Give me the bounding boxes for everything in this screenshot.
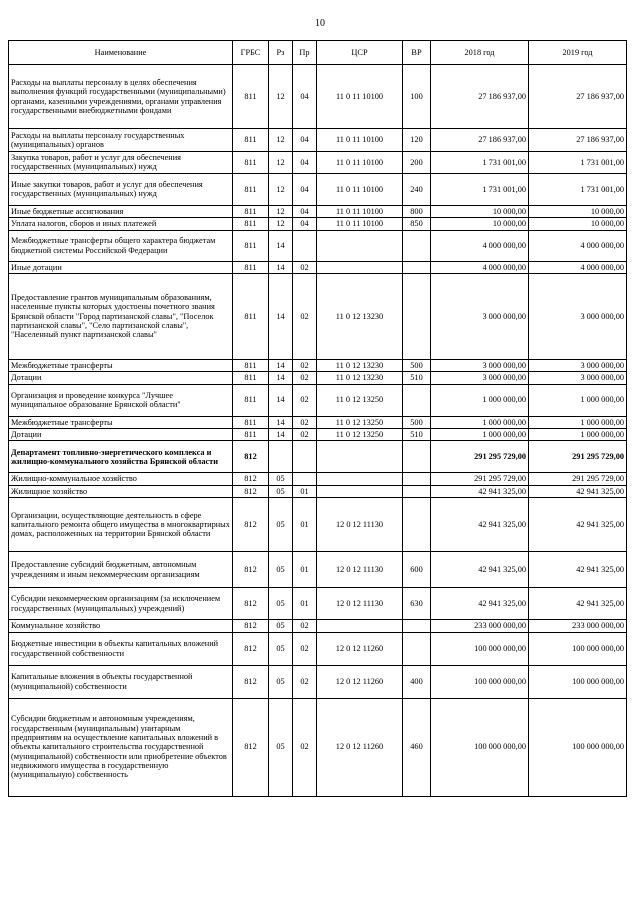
cell-vr: 240 xyxy=(403,173,431,205)
cell-rz: 12 xyxy=(269,205,293,217)
cell-pr: 02 xyxy=(293,273,317,359)
cell-pr xyxy=(293,473,317,485)
cell-2019: 4 000 000,00 xyxy=(529,230,627,261)
table-row xyxy=(9,273,627,359)
cell-grbs: 812 xyxy=(233,498,269,552)
cell-rz: 05 xyxy=(269,698,293,796)
cell-2018: 1 000 000,00 xyxy=(431,384,529,416)
cell-pr: 02 xyxy=(293,632,317,665)
cell-grbs: 811 xyxy=(233,152,269,174)
cell-vr xyxy=(403,498,431,552)
cell-rz: 14 xyxy=(269,416,293,428)
cell-name: Закупка товаров, работ и услуг для обеспечения государственных (муниципальных) нужд xyxy=(9,152,233,174)
cell-csr: 11 0 11 10100 xyxy=(317,205,403,217)
cell-grbs: 812 xyxy=(233,485,269,497)
cell-2018: 1 000 000,00 xyxy=(431,429,529,441)
table-row xyxy=(9,429,627,441)
cell-pr: 04 xyxy=(293,152,317,174)
cell-rz: 05 xyxy=(269,485,293,497)
cell-2019: 42 941 325,00 xyxy=(529,498,627,552)
cell-csr xyxy=(317,261,403,273)
cell-2018: 100 000 000,00 xyxy=(431,665,529,698)
cell-rz: 14 xyxy=(269,273,293,359)
cell-2018: 100 000 000,00 xyxy=(431,698,529,796)
cell-rz: 05 xyxy=(269,632,293,665)
cell-vr xyxy=(403,384,431,416)
cell-2019: 4 000 000,00 xyxy=(529,261,627,273)
table-row xyxy=(9,485,627,497)
cell-pr xyxy=(293,230,317,261)
cell-csr: 12 0 12 11130 xyxy=(317,552,403,588)
cell-2018: 291 295 729,00 xyxy=(431,441,529,473)
cell-csr: 11 0 12 13230 xyxy=(317,359,403,371)
cell-rz: 05 xyxy=(269,473,293,485)
cell-name: Предоставление грантов муниципальным образованиям, населенные пункты которых удостоены почетного звания Брянской области "Город партизанской славы", "Поселок партизанской славы", "Село партизанской славы", "Населенный пункт партизанской славы" xyxy=(9,273,233,359)
cell-grbs: 811 xyxy=(233,65,269,129)
cell-vr: 510 xyxy=(403,372,431,384)
table-row xyxy=(9,152,627,174)
cell-grbs: 812 xyxy=(233,588,269,620)
cell-vr: 500 xyxy=(403,416,431,428)
cell-grbs: 811 xyxy=(233,429,269,441)
cell-pr: 02 xyxy=(293,665,317,698)
cell-2019: 1 000 000,00 xyxy=(529,384,627,416)
cell-grbs: 812 xyxy=(233,665,269,698)
cell-name: Капитальные вложения в объекты государственной (муниципальной) собственности xyxy=(9,665,233,698)
table-header-row xyxy=(9,41,627,65)
header-name: Наименование xyxy=(9,41,233,65)
table-row xyxy=(9,498,627,552)
cell-csr: 12 0 12 11260 xyxy=(317,665,403,698)
cell-2019: 42 941 325,00 xyxy=(529,588,627,620)
cell-pr: 04 xyxy=(293,218,317,230)
table-row xyxy=(9,632,627,665)
cell-2018: 10 000,00 xyxy=(431,218,529,230)
cell-2019: 10 000,00 xyxy=(529,205,627,217)
header-2019: 2019 год xyxy=(529,41,627,65)
cell-vr: 630 xyxy=(403,588,431,620)
cell-csr: 12 0 12 11130 xyxy=(317,498,403,552)
cell-grbs: 811 xyxy=(233,359,269,371)
cell-name: Коммунальное хозяйство xyxy=(9,620,233,632)
table-row xyxy=(9,218,627,230)
cell-pr: 04 xyxy=(293,65,317,129)
cell-name: Жилищно-коммунальное хозяйство xyxy=(9,473,233,485)
cell-rz xyxy=(269,441,293,473)
cell-2019: 233 000 000,00 xyxy=(529,620,627,632)
cell-rz: 05 xyxy=(269,552,293,588)
cell-grbs: 811 xyxy=(233,173,269,205)
cell-pr: 02 xyxy=(293,620,317,632)
cell-grbs: 811 xyxy=(233,230,269,261)
cell-grbs: 811 xyxy=(233,384,269,416)
cell-grbs: 811 xyxy=(233,261,269,273)
cell-grbs: 812 xyxy=(233,473,269,485)
cell-2018: 3 000 000,00 xyxy=(431,372,529,384)
cell-2019: 1 731 001,00 xyxy=(529,173,627,205)
cell-csr xyxy=(317,230,403,261)
cell-name: Субсидии некоммерческим организациям (за исключением государственных (муниципальных) учреждений) xyxy=(9,588,233,620)
table-row xyxy=(9,205,627,217)
cell-name: Межбюджетные трансферты общего характера бюджетам бюджетной системы Российской Федерации xyxy=(9,230,233,261)
cell-csr: 11 0 11 10100 xyxy=(317,218,403,230)
cell-csr: 11 0 11 10100 xyxy=(317,129,403,152)
cell-csr xyxy=(317,441,403,473)
cell-vr xyxy=(403,441,431,473)
cell-rz: 12 xyxy=(269,65,293,129)
cell-2018: 27 186 937,00 xyxy=(431,65,529,129)
cell-2018: 42 941 325,00 xyxy=(431,498,529,552)
cell-2018: 4 000 000,00 xyxy=(431,230,529,261)
header-grbs: ГРБС xyxy=(233,41,269,65)
cell-pr: 02 xyxy=(293,416,317,428)
cell-rz: 05 xyxy=(269,620,293,632)
cell-2019: 3 000 000,00 xyxy=(529,359,627,371)
cell-grbs: 811 xyxy=(233,218,269,230)
cell-2018: 42 941 325,00 xyxy=(431,588,529,620)
cell-grbs: 812 xyxy=(233,698,269,796)
cell-name: Расходы на выплаты персоналу в целях обеспечения выполнения функций государственными (муниципальными) органами, казенными учреждениями, органами управления государственными внебюджетными фондами xyxy=(9,65,233,129)
cell-vr xyxy=(403,261,431,273)
cell-csr xyxy=(317,473,403,485)
cell-2019: 100 000 000,00 xyxy=(529,665,627,698)
cell-grbs: 812 xyxy=(233,632,269,665)
cell-2018: 1 000 000,00 xyxy=(431,416,529,428)
cell-csr: 12 0 12 11130 xyxy=(317,588,403,620)
cell-csr: 11 0 12 13250 xyxy=(317,416,403,428)
table-row xyxy=(9,173,627,205)
cell-2019: 1 000 000,00 xyxy=(529,429,627,441)
table-row xyxy=(9,359,627,371)
cell-2019: 3 000 000,00 xyxy=(529,372,627,384)
cell-name: Межбюджетные трансферты xyxy=(9,416,233,428)
table-row xyxy=(9,698,627,796)
cell-pr: 04 xyxy=(293,205,317,217)
cell-vr xyxy=(403,632,431,665)
cell-2018: 10 000,00 xyxy=(431,205,529,217)
cell-name: Дотации xyxy=(9,429,233,441)
budget-table xyxy=(8,40,627,797)
cell-pr: 02 xyxy=(293,429,317,441)
cell-name: Межбюджетные трансферты xyxy=(9,359,233,371)
cell-vr: 800 xyxy=(403,205,431,217)
cell-name: Иные дотации xyxy=(9,261,233,273)
table-row xyxy=(9,65,627,129)
cell-2018: 291 295 729,00 xyxy=(431,473,529,485)
cell-vr: 120 xyxy=(403,129,431,152)
cell-2018: 3 000 000,00 xyxy=(431,273,529,359)
cell-2018: 233 000 000,00 xyxy=(431,620,529,632)
cell-2018: 42 941 325,00 xyxy=(431,552,529,588)
cell-vr xyxy=(403,230,431,261)
cell-pr: 02 xyxy=(293,261,317,273)
cell-2019: 1 000 000,00 xyxy=(529,416,627,428)
table-row xyxy=(9,620,627,632)
table-body xyxy=(9,65,627,797)
cell-rz: 05 xyxy=(269,498,293,552)
cell-csr: 11 0 12 13250 xyxy=(317,429,403,441)
header-vr: ВР xyxy=(403,41,431,65)
cell-csr: 11 0 12 13230 xyxy=(317,273,403,359)
header-rz: Рз xyxy=(269,41,293,65)
header-2018: 2018 год xyxy=(431,41,529,65)
cell-rz: 12 xyxy=(269,129,293,152)
cell-pr: 02 xyxy=(293,359,317,371)
cell-csr: 11 0 11 10100 xyxy=(317,152,403,174)
cell-name: Субсидии бюджетным и автономным учреждениям, государственным (муниципальным) унитарным предприятиям на осуществление капитальных вложений в объекты капитального строительства государственной (муниципальной) собственности или приобретение объектов недвижимого имущества в государственную (муниципальную) собственность xyxy=(9,698,233,796)
cell-csr: 11 0 11 10100 xyxy=(317,65,403,129)
cell-grbs: 812 xyxy=(233,441,269,473)
table-row xyxy=(9,473,627,485)
cell-2019: 100 000 000,00 xyxy=(529,698,627,796)
cell-csr: 11 0 12 13250 xyxy=(317,384,403,416)
cell-name: Уплата налогов, сборов и иных платежей xyxy=(9,218,233,230)
cell-2019: 27 186 937,00 xyxy=(529,65,627,129)
cell-csr xyxy=(317,620,403,632)
cell-rz: 12 xyxy=(269,173,293,205)
cell-csr: 12 0 12 11260 xyxy=(317,632,403,665)
header-pr: Пр xyxy=(293,41,317,65)
cell-grbs: 811 xyxy=(233,372,269,384)
table-row xyxy=(9,230,627,261)
cell-vr: 510 xyxy=(403,429,431,441)
table-row xyxy=(9,129,627,152)
cell-rz: 14 xyxy=(269,429,293,441)
cell-vr xyxy=(403,273,431,359)
cell-pr: 02 xyxy=(293,698,317,796)
cell-name: Иные закупки товаров, работ и услуг для обеспечения государственных (муниципальных) нужд xyxy=(9,173,233,205)
cell-rz: 05 xyxy=(269,588,293,620)
cell-vr xyxy=(403,473,431,485)
cell-grbs: 811 xyxy=(233,416,269,428)
cell-name: Организации, осуществляющие деятельность в сфере капитального ремонта общего имущества в многоквартирных домах, расположенных на территории Брянской области xyxy=(9,498,233,552)
cell-2019: 10 000,00 xyxy=(529,218,627,230)
cell-vr: 100 xyxy=(403,65,431,129)
cell-rz: 05 xyxy=(269,665,293,698)
cell-vr xyxy=(403,620,431,632)
cell-pr xyxy=(293,441,317,473)
cell-csr: 11 0 11 10100 xyxy=(317,173,403,205)
cell-2018: 3 000 000,00 xyxy=(431,359,529,371)
cell-2018: 100 000 000,00 xyxy=(431,632,529,665)
cell-rz: 14 xyxy=(269,372,293,384)
table-row xyxy=(9,261,627,273)
cell-rz: 12 xyxy=(269,152,293,174)
cell-pr: 02 xyxy=(293,384,317,416)
table-row xyxy=(9,552,627,588)
table-row xyxy=(9,441,627,473)
cell-2019: 3 000 000,00 xyxy=(529,273,627,359)
cell-2019: 42 941 325,00 xyxy=(529,552,627,588)
cell-csr xyxy=(317,485,403,497)
cell-grbs: 811 xyxy=(233,205,269,217)
cell-name: Департамент топливно-энергетического комплекса и жилищно-коммунального хозяйства Брянской области xyxy=(9,441,233,473)
cell-rz: 14 xyxy=(269,359,293,371)
cell-name: Жилищное хозяйство xyxy=(9,485,233,497)
cell-name: Дотации xyxy=(9,372,233,384)
table-row xyxy=(9,588,627,620)
cell-vr: 500 xyxy=(403,359,431,371)
cell-rz: 14 xyxy=(269,230,293,261)
cell-2018: 1 731 001,00 xyxy=(431,173,529,205)
cell-vr: 400 xyxy=(403,665,431,698)
cell-name: Расходы на выплаты персоналу государственных (муниципальных) органов xyxy=(9,129,233,152)
cell-2019: 100 000 000,00 xyxy=(529,632,627,665)
page-number: 10 xyxy=(315,18,325,29)
cell-grbs: 812 xyxy=(233,620,269,632)
cell-2018: 4 000 000,00 xyxy=(431,261,529,273)
cell-2018: 27 186 937,00 xyxy=(431,129,529,152)
table-row xyxy=(9,416,627,428)
cell-pr: 01 xyxy=(293,552,317,588)
cell-pr: 04 xyxy=(293,173,317,205)
cell-2019: 1 731 001,00 xyxy=(529,152,627,174)
cell-2019: 291 295 729,00 xyxy=(529,441,627,473)
cell-vr: 460 xyxy=(403,698,431,796)
cell-rz: 12 xyxy=(269,218,293,230)
header-csr: ЦСР xyxy=(317,41,403,65)
cell-grbs: 811 xyxy=(233,129,269,152)
cell-name: Организация и проведение конкурса "Лучшее муниципальное образование Брянской области" xyxy=(9,384,233,416)
cell-vr: 200 xyxy=(403,152,431,174)
cell-rz: 14 xyxy=(269,384,293,416)
cell-pr: 04 xyxy=(293,129,317,152)
cell-name: Иные бюджетные ассигнования xyxy=(9,205,233,217)
cell-pr: 01 xyxy=(293,588,317,620)
cell-grbs: 812 xyxy=(233,552,269,588)
cell-name: Бюджетные инвестиции в объекты капитальных вложений государственной собственности xyxy=(9,632,233,665)
table-row xyxy=(9,665,627,698)
cell-grbs: 811 xyxy=(233,273,269,359)
cell-2018: 1 731 001,00 xyxy=(431,152,529,174)
cell-rz: 14 xyxy=(269,261,293,273)
table-row xyxy=(9,384,627,416)
cell-vr: 850 xyxy=(403,218,431,230)
cell-pr: 02 xyxy=(293,372,317,384)
cell-2019: 291 295 729,00 xyxy=(529,473,627,485)
cell-csr: 11 0 12 13230 xyxy=(317,372,403,384)
cell-csr: 12 0 12 11260 xyxy=(317,698,403,796)
cell-pr: 01 xyxy=(293,498,317,552)
cell-pr: 01 xyxy=(293,485,317,497)
cell-2019: 42 941 325,00 xyxy=(529,485,627,497)
table-row xyxy=(9,372,627,384)
cell-2018: 42 941 325,00 xyxy=(431,485,529,497)
cell-vr xyxy=(403,485,431,497)
cell-2019: 27 186 937,00 xyxy=(529,129,627,152)
cell-vr: 600 xyxy=(403,552,431,588)
cell-name: Предоставление субсидий бюджетным, автономным учреждениям и иным некоммерческим организациям xyxy=(9,552,233,588)
